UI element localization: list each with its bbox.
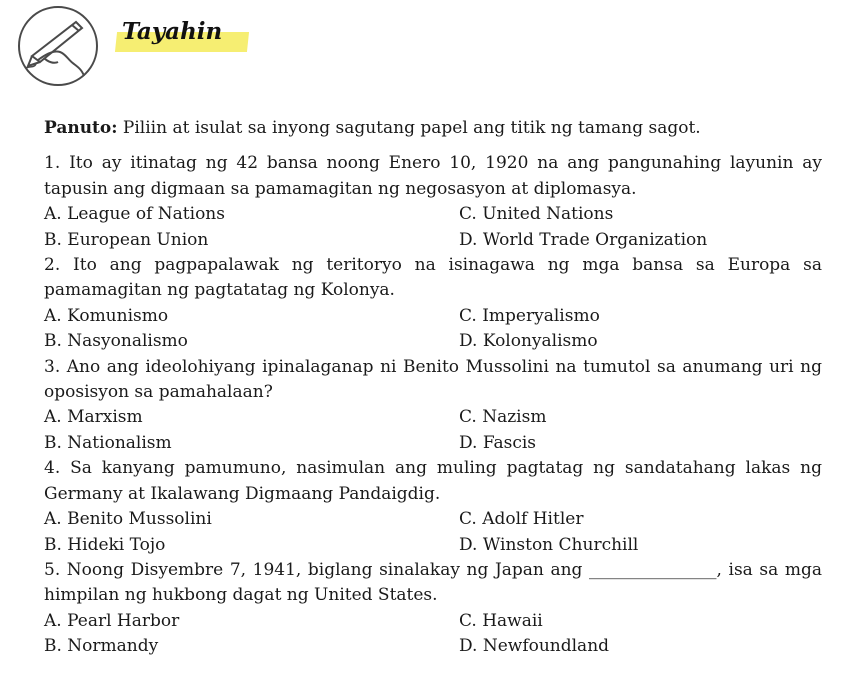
question-text: 5. Noong Disyembre 7, 1941, biglang sinalakay ng Japan ang _______________, isa sa mga himpilan ng hukbong dagat ng United States.	[44, 559, 822, 606]
options	[44, 507, 822, 558]
header-title	[112, 20, 248, 54]
option-b: B. Normandy	[44, 636, 159, 657]
option-a: A. Marxism	[44, 407, 143, 428]
page-title: Tayahin	[122, 18, 223, 45]
option-b: B. European Union	[44, 229, 209, 250]
option-c: C. Hawaii	[459, 610, 543, 631]
option-c: C. Nazism	[459, 407, 547, 428]
question-5	[44, 558, 822, 660]
pencil-writing-icon	[24, 16, 94, 78]
question-2	[44, 253, 822, 355]
question-1	[44, 151, 822, 253]
option-d: D. World Trade Organization	[459, 229, 708, 250]
option-a: A. League of Nations	[44, 204, 225, 225]
instructions-text: Piliin at isulat sa inyong sagutang papel ang titik ng tamang sagot.	[117, 118, 701, 138]
option-c: C. United Nations	[459, 204, 614, 225]
option-a: A. Benito Mussolini	[44, 509, 212, 530]
question-text: 1. Ito ay itinatag ng 42 bansa noong Enero 10, 1920 na ang pangunahing layunin ay tapusin ang digmaan sa pamamagitan ng negosasyon at diplomasya.	[44, 153, 822, 199]
worksheet-content	[44, 116, 822, 660]
options	[44, 609, 822, 660]
question-text: 4. Sa kanyang pamumuno, nasimulan ang muling pagtatag ng sandatahang lakas ng Germany at Ikalawang Digmaang Pandaigdig.	[44, 458, 822, 504]
option-d: D. Newfoundland	[459, 636, 610, 657]
options	[44, 304, 822, 355]
options	[44, 405, 822, 456]
options	[44, 202, 822, 253]
logo-circle	[18, 6, 98, 86]
instructions	[44, 116, 822, 141]
option-d: D. Kolonyalismo	[459, 331, 598, 352]
option-a: A. Komunismo	[44, 305, 169, 326]
option-c: C. Adolf Hitler	[459, 509, 584, 530]
option-a: A. Pearl Harbor	[44, 610, 180, 631]
instructions-label: Panuto:	[44, 118, 118, 138]
question-4	[44, 456, 822, 558]
question-text: 3. Ano ang ideolohiyang ipinalaganap ni Benito Mussolini na tumutol sa anumang uri ng oposisyon sa pamahalaan?	[44, 356, 822, 403]
option-d: D. Winston Churchill	[459, 534, 639, 555]
option-c: C. Imperyalismo	[459, 305, 600, 326]
option-b: B. Nationalism	[44, 432, 172, 453]
question-text: 2. Ito ang pagpapalawak ng teritoryo na isinagawa ng mga bansa sa Europa sa pamamagitan ng pagtatatag ng Kolonya.	[44, 255, 822, 301]
option-b: B. Hideki Tojo	[44, 534, 166, 555]
option-d: D. Fascis	[459, 432, 537, 453]
option-b: B. Nasyonalismo	[44, 331, 188, 352]
question-3	[44, 355, 822, 457]
